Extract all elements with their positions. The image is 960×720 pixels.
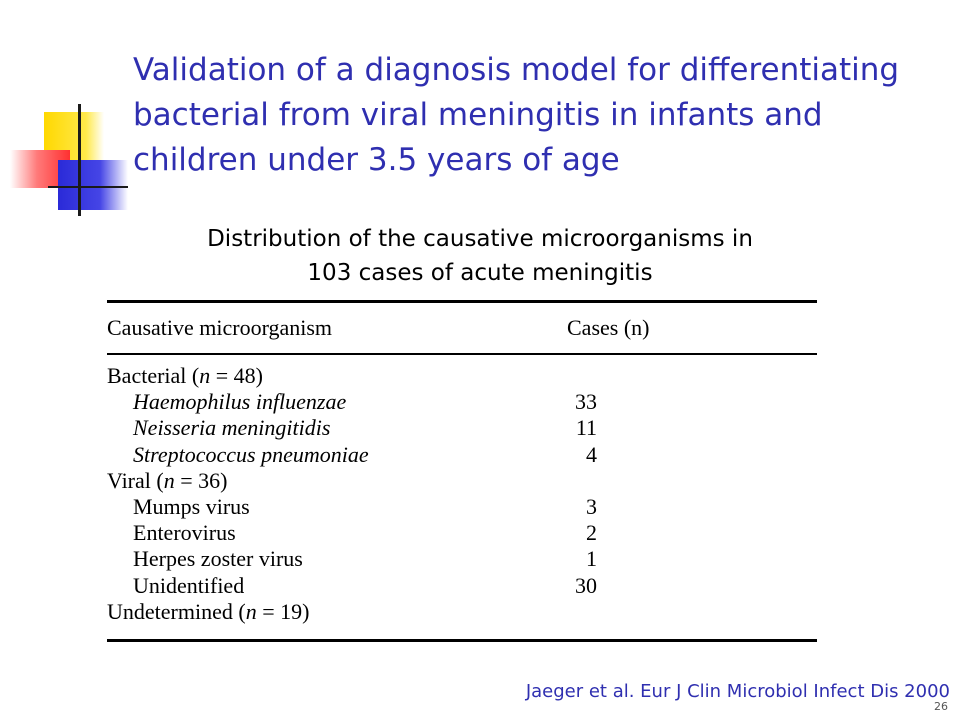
- n-symbol: n: [163, 467, 175, 493]
- organism-name: Bacterial: [107, 363, 187, 389]
- table-caption-line-1: Distribution of the causative microorganisms in: [207, 226, 753, 252]
- table-row: [107, 599, 817, 625]
- group-count: 36: [198, 467, 221, 493]
- table-row: [107, 546, 817, 572]
- slide-decoration: [0, 0, 140, 230]
- row-label: [107, 546, 567, 572]
- organism-name: Enterovirus: [133, 520, 236, 546]
- table-row: [107, 494, 817, 520]
- citation: Jaeger et al. Eur J Clin Microbiol Infect Dis 2000: [525, 681, 950, 702]
- case-count: 33: [575, 389, 597, 415]
- page-number: 26: [934, 700, 948, 713]
- row-label: Undetermined (n = 19): [107, 598, 310, 624]
- table-row: [107, 415, 817, 441]
- case-count: 1: [586, 546, 597, 572]
- slide-title: Validation of a diagnosis model for differentiating bacterial from viral meningitis in infants and children under 3.5 years of age: [133, 52, 900, 178]
- vertical-line-decoration: [78, 104, 81, 216]
- n-symbol: n: [199, 363, 211, 389]
- organism-name: Neisseria meningitidis: [133, 415, 331, 441]
- table-row: [107, 363, 817, 389]
- group-count: 19: [280, 598, 303, 624]
- table-caption-line-2: 103 cases of acute meningitis: [307, 260, 653, 286]
- organism-name: Herpes zoster virus: [133, 546, 303, 572]
- horizontal-line-decoration: [48, 186, 128, 188]
- header-organism: Causative microorganism: [107, 315, 333, 340]
- microorganism-table: [107, 300, 817, 642]
- organism-name: Unidentified: [133, 572, 245, 598]
- case-count: 11: [575, 415, 597, 441]
- organism-name: Mumps virus: [133, 494, 250, 520]
- row-label: [107, 415, 567, 441]
- row-label: [107, 389, 567, 415]
- row-label: Viral (n = 36): [107, 467, 228, 493]
- table-caption: [100, 222, 860, 290]
- row-label: [107, 520, 567, 546]
- header-cases: Cases (n): [567, 315, 650, 340]
- case-count: 3: [586, 494, 597, 520]
- n-symbol: n: [245, 598, 257, 624]
- row-label: [107, 573, 567, 599]
- table-header-row: [107, 303, 817, 353]
- table-row: [107, 468, 817, 494]
- organism-name: Undetermined: [107, 598, 233, 624]
- table-body: [107, 355, 817, 639]
- row-label: Bacterial (n = 48): [107, 363, 263, 389]
- table-bottom-rule: [107, 639, 817, 642]
- case-count: 2: [586, 520, 597, 546]
- case-count: 30: [575, 572, 597, 598]
- table-row: [107, 389, 817, 415]
- group-count: 48: [233, 363, 256, 389]
- organism-name: Viral: [107, 467, 151, 493]
- table-row: [107, 442, 817, 468]
- blue-square-decoration: [58, 160, 128, 210]
- table-row: [107, 573, 817, 599]
- row-label: [107, 442, 567, 468]
- table-row: [107, 520, 817, 546]
- organism-name: Streptococcus pneumoniae: [133, 441, 369, 467]
- organism-name: Haemophilus influenzae: [133, 389, 347, 415]
- row-label: [107, 494, 567, 520]
- case-count: 4: [586, 441, 597, 467]
